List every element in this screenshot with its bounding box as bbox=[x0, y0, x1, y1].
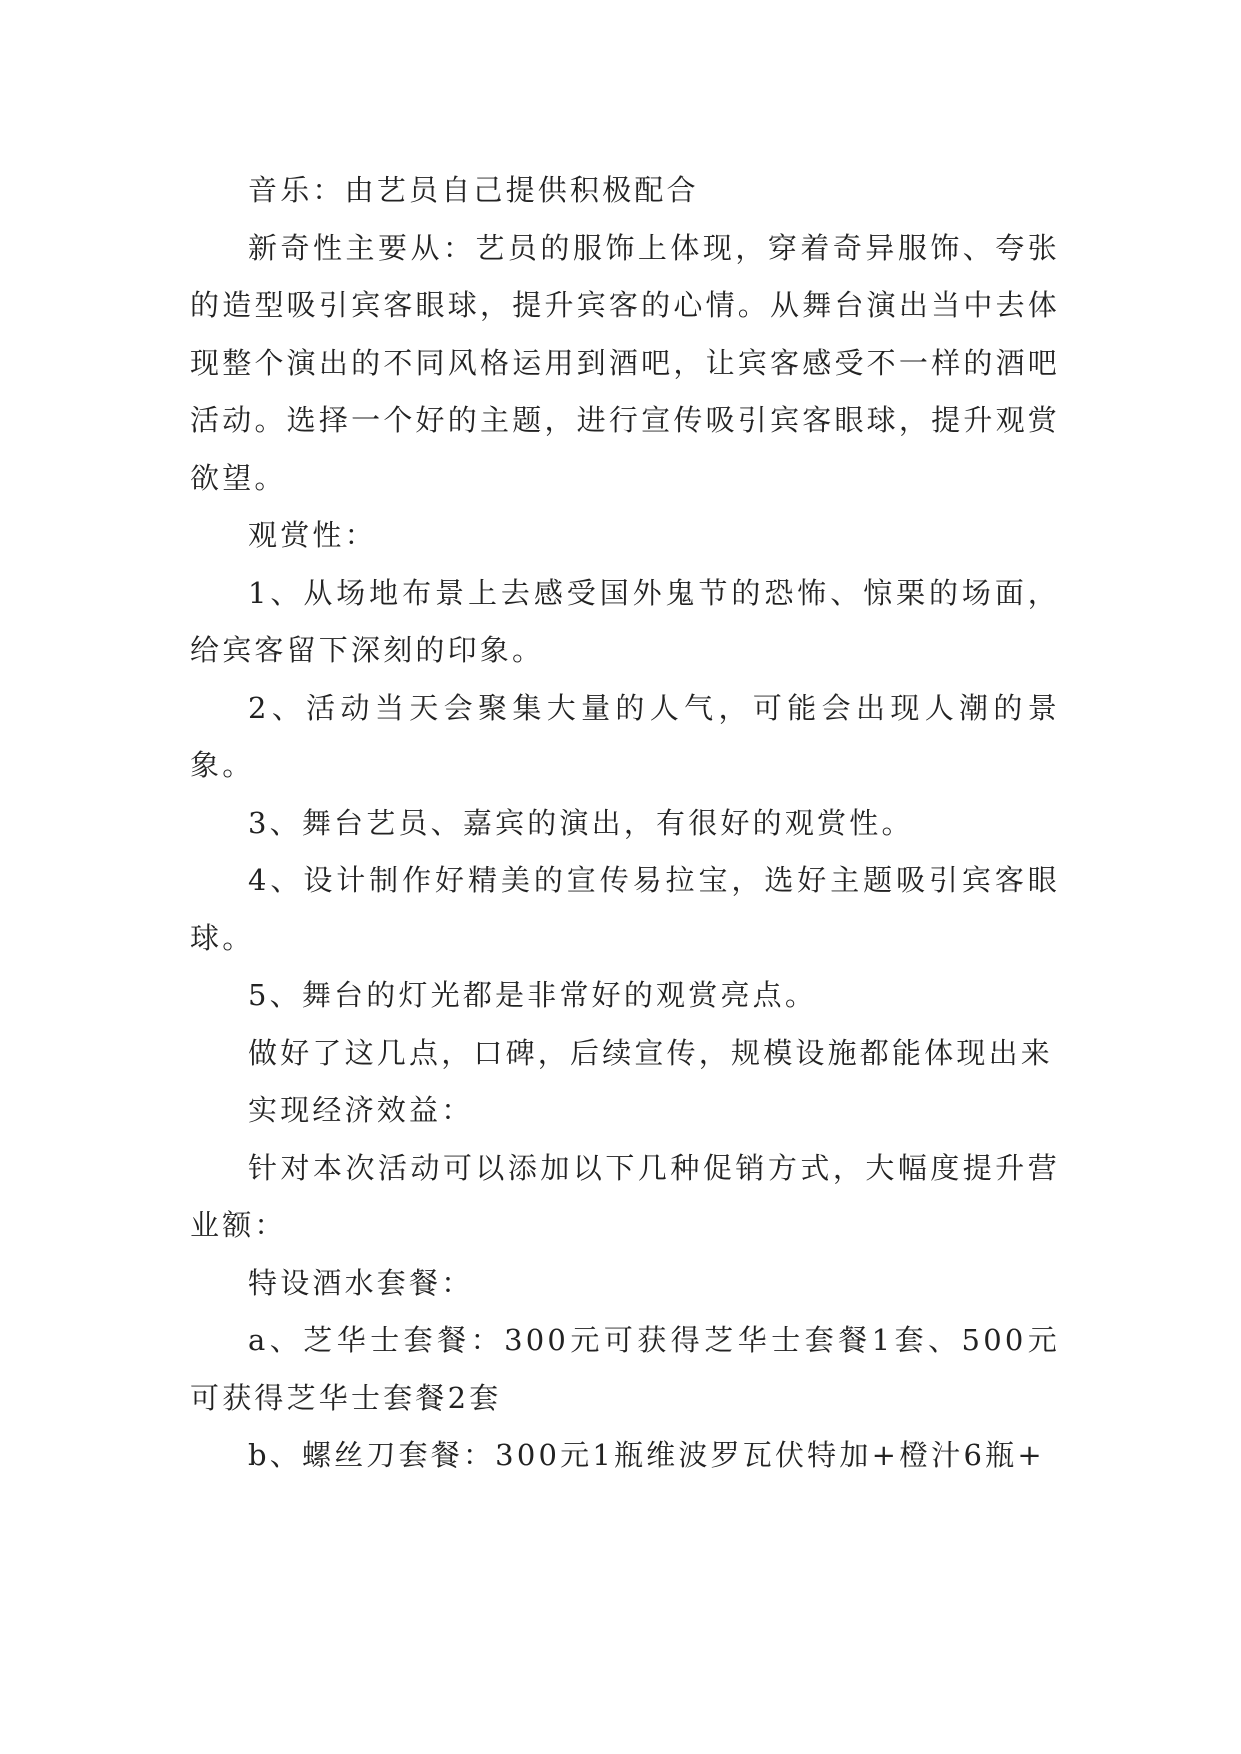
paragraph-item-5: 5、舞台的灯光都是非常好的观赏亮点。 bbox=[248, 978, 818, 1012]
paragraph-package-b: b、螺丝刀套餐：300元1瓶维波罗瓦伏特加+橙汁6瓶+ bbox=[248, 1438, 1045, 1472]
paragraph-item-4: 4、设计制作好精美的宣传易拉宝，选好主题吸引宾客眼球。 bbox=[190, 863, 1060, 955]
document-body bbox=[190, 162, 1060, 1485]
paragraph-promotion: 针对本次活动可以添加以下几种促销方式，大幅度提升营业额： bbox=[190, 1150, 1060, 1242]
paragraph-novelty: 新奇性主要从：艺员的服饰上体现，穿着奇异服饰、夸张的造型吸引宾客眼球，提升宾客的心情。从舞台演出当中去体现整个演出的不同风格运用到酒吧，让宾客感受不一样的酒吧活动。选择一个好的主题，进行宣传吸引宾客眼球，提升观赏欲望。 bbox=[190, 230, 1060, 495]
paragraph-package-a: a、芝华士套餐：300元可获得芝华士套餐1套、500元可获得芝华士套餐2套 bbox=[190, 1323, 1060, 1415]
paragraph-ornamental-heading: 观赏性： bbox=[248, 518, 377, 552]
paragraph-economic-heading: 实现经济效益： bbox=[248, 1093, 474, 1127]
paragraph-summary: 做好了这几点，口碑，后续宣传，规模设施都能体现出来 bbox=[248, 1035, 1054, 1070]
paragraph-package-heading: 特设酒水套餐： bbox=[248, 1265, 474, 1300]
paragraph-item-3: 3、舞台艺员、嘉宾的演出，有很好的观赏性。 bbox=[248, 805, 914, 840]
paragraph-music: 音乐：由艺员自己提供积极配合 bbox=[248, 173, 699, 207]
paragraph-item-2: 2、活动当天会聚集大量的人气，可能会出现人潮的景象。 bbox=[190, 690, 1060, 782]
paragraph-item-1: 1、从场地布景上去感受国外鬼节的恐怖、惊栗的场面，给宾客留下深刻的印象。 bbox=[190, 575, 1060, 667]
